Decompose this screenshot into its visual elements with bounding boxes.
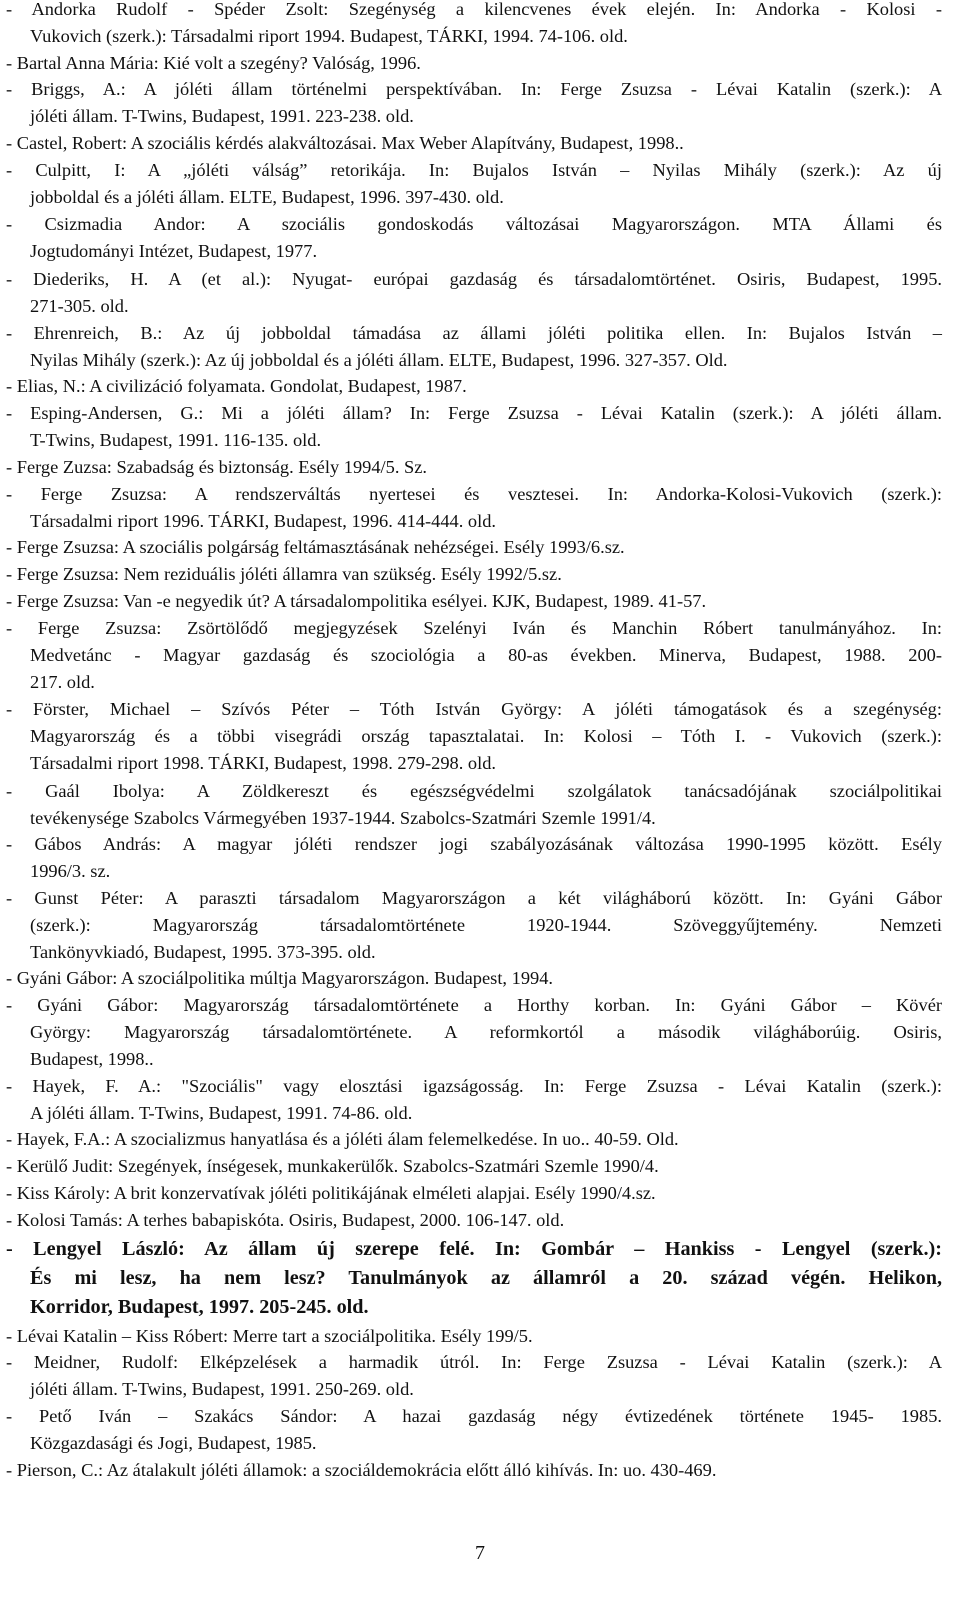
reference-continuation-line: Korridor, Budapest, 1997. 205-245. old. (30, 1296, 369, 1318)
reference-first-line: - Lévai Katalin – Kiss Róbert: Merre tart a szociálpolitika. Esély 199/5. (6, 1326, 533, 1346)
reference-continuation-line: (szerk.): Magyarország társadalomtörténete 1920-1944. Szöveggyűjtemény. Nemzeti (30, 915, 942, 936)
reference-first-line: - Kiss Károly: A brit konzervatívak jóléti politikájának elméleti alapjai. Esély 1990/4.sz. (6, 1183, 656, 1203)
reference-continuation-line: T-Twins, Budapest, 1991. 116-135. old. (30, 430, 322, 451)
reference-entry (6, 76, 942, 130)
reference-continuation-line: Tankönyvkiadó, Budapest, 1995. 373-395. old. (30, 942, 376, 963)
reference-first-line: - Csizmadia Andor: A szociális gondoskodás változásai Magyarországon. MTA Állami és (6, 214, 942, 234)
reference-first-line: - Lengyel László: Az állam új szerepe felé. In: Gombár – Hankiss - Lengyel (szerk.): (6, 1238, 942, 1260)
reference-first-line: - Ferge Zsuzsa: Nem reziduális jóléti államra van szükség. Esély 1992/5.sz. (6, 564, 562, 584)
reference-continuation-line: jobboldal és a jóléti állam. ELTE, Budapest, 1996. 397-430. old. (30, 187, 504, 208)
reference-continuation-line: Magyarország és a többi visegrádi ország tapasztalatai. In: Kolosi – Tóth I. - Vukovich (szerk.): (30, 726, 942, 747)
reference-first-line: - Gábos András: A magyar jóléti rendszer jogi szabályozásának változása 1990-1995 között. Esély (6, 834, 942, 854)
reference-continuation-line: György: Magyarország társadalomtörténete. A reformkortól a második világháborúig. Osiris, (30, 1022, 942, 1043)
reference-first-line: - Pierson, C.: Az átalakult jóléti államok: a szociáldemokrácia előtt álló kihívás. In: uo. 430-469. (6, 1460, 717, 1480)
reference-first-line: - Ferge Zsuzsa: A szociális polgárság feltámasztásának nehézségei. Esély 1993/6.sz. (6, 537, 625, 557)
reference-entry (6, 588, 942, 615)
reference-entry (6, 534, 942, 561)
reference-first-line: - Culpitt, I: A „jóléti válság” retorikája. In: Bujalos István – Nyilas Mihály (szerk.): Az új (6, 160, 942, 180)
reference-entry (6, 1457, 942, 1484)
reference-first-line: - Kerülő Judit: Szegények, ínségesek, munkakerülők. Szabolcs-Szatmári Szemle 1990/4. (6, 1156, 659, 1176)
reference-first-line: - Ferge Zuzsa: Szabadság és biztonság. Esély 1994/5. Sz. (6, 457, 428, 477)
reference-first-line: - Ferge Zsuzsa: Zsörtölődő megjegyzések Szelényi Iván és Manchin Róbert tanulmányához. In: (6, 618, 942, 638)
reference-entry (6, 320, 942, 374)
reference-first-line: - Gaál Ibolya: A Zöldkereszt és egészségvédelmi szolgálatok tanácsadójának szociálpolitikai (6, 781, 942, 801)
reference-entry (6, 1323, 942, 1350)
reference-entry (6, 992, 942, 1074)
reference-entry (6, 696, 942, 778)
reference-first-line: - Gyáni Gábor: Magyarország társadalomtörténete a Horthy korban. In: Gyáni Gábor – Kövér (6, 995, 942, 1015)
reference-entry (6, 1126, 942, 1153)
reference-entry (6, 1235, 942, 1322)
reference-continuation-line: 271-305. old. (30, 296, 129, 317)
reference-entry (6, 373, 942, 400)
reference-continuation-line: Vukovich (szerk.): Társadalmi riport 1994. Budapest, TÁRKI, 1994. 74-106. old. (30, 26, 628, 47)
reference-first-line: - Ehrenreich, B.: Az új jobboldal támadása az állami jóléti politika ellen. In: Bujalos István – (6, 323, 942, 343)
reference-first-line: - Meidner, Rudolf: Elképzelések a harmadik útról. In: Ferge Zsuzsa - Lévai Katalin (szerk.): A (6, 1352, 942, 1372)
reference-entry (6, 778, 942, 832)
reference-continuation-line: Jogtudományi Intézet, Budapest, 1977. (30, 241, 318, 262)
reference-entry (6, 561, 942, 588)
page-number: 7 (475, 1542, 485, 1564)
reference-entry (6, 1403, 942, 1457)
reference-continuation-line: És mi lesz, ha nem lesz? Tanulmányok az államról a 20. század végén. Helikon, (30, 1267, 942, 1289)
reference-entry (6, 50, 942, 77)
reference-first-line: - Gunst Péter: A paraszti társadalom Magyarországon a két világháború között. In: Gyáni Gábor (6, 888, 942, 908)
reference-continuation-line: Nyilas Mihály (szerk.): Az új jobboldal és a jóléti állam. ELTE, Budapest, 1996. 327-357. Old. (30, 350, 728, 371)
reference-first-line: - Gyáni Gábor: A szociálpolitika múltja Magyarországon. Budapest, 1994. (6, 968, 554, 988)
reference-continuation-line: tevékenysége Szabolcs Vármegyében 1937-1944. Szabolcs-Szatmári Szemle 1991/4. (30, 808, 656, 829)
reference-entry (6, 481, 942, 535)
reference-first-line: - Esping-Andersen, G.: Mi a jóléti állam? In: Ferge Zsuzsa - Lévai Katalin (szerk.): A jóléti állam. (6, 403, 942, 423)
reference-entry (6, 157, 942, 211)
reference-first-line: - Bartal Anna Mária: Kié volt a szegény? Valóság, 1996. (6, 53, 421, 73)
reference-entry (6, 1349, 942, 1403)
reference-first-line: - Hayek, F. A.: "Szociális" vagy elosztási igazságosság. In: Ferge Zsuzsa - Lévai Katalin (szerk.): (6, 1076, 942, 1096)
reference-first-line: - Hayek, F.A.: A szocializmus hanyatlása és a jóléti álam felemelkedése. In uo.. 40-59. Old. (6, 1129, 679, 1149)
reference-entry (6, 885, 942, 967)
reference-continuation-line: Közgazdasági és Jogi, Budapest, 1985. (30, 1433, 317, 1454)
reference-entry (6, 965, 942, 992)
reference-entry (6, 0, 942, 50)
reference-entry (6, 1073, 942, 1127)
reference-entry (6, 1207, 942, 1234)
reference-first-line: - Castel, Robert: A szociális kérdés alakváltozásai. Max Weber Alapítvány, Budapest, 1998.. (6, 133, 684, 153)
reference-continuation-line: jóléti állam. T-Twins, Budapest, 1991. 250-269. old. (30, 1379, 414, 1400)
reference-continuation-line: 1996/3. sz. (30, 861, 111, 882)
reference-first-line: - Andorka Rudolf - Spéder Zsolt: Szegénység a kilencvenes évek elején. In: Andorka - Kolosi - (6, 0, 942, 19)
reference-first-line: - Elias, N.: A civilizáció folyamata. Gondolat, Budapest, 1987. (6, 376, 467, 396)
reference-entry (6, 615, 942, 697)
reference-continuation-line: 217. old. (30, 672, 95, 693)
reference-entry (6, 831, 942, 885)
reference-entry (6, 211, 942, 265)
reference-entry (6, 266, 942, 320)
reference-entry (6, 1180, 942, 1207)
reference-continuation-line: Budapest, 1998.. (30, 1049, 154, 1070)
reference-entry (6, 130, 942, 157)
reference-continuation-line: jóléti állam. T-Twins, Budapest, 1991. 223-238. old. (30, 106, 414, 127)
reference-continuation-line: Társadalmi riport 1998. TÁRKI, Budapest, 1998. 279-298. old. (30, 753, 497, 774)
reference-first-line: - Diederiks, H. A (et al.): Nyugat- európai gazdaság és társadalomtörténet. Osiris, Budapest, 1995. (6, 269, 942, 289)
reference-first-line: - Förster, Michael – Szívós Péter – Tóth István György: A jóléti támogatások és a szegénység: (6, 699, 942, 719)
reference-first-line: - Pető Iván – Szakács Sándor: A hazai gazdaság négy évtizedének története 1945- 1985. (6, 1406, 942, 1426)
reference-first-line: - Ferge Zsuzsa: Van -e negyedik út? A társadalompolitika esélyei. KJK, Budapest, 1989. 41-57. (6, 591, 707, 611)
reference-continuation-line: A jóléti állam. T-Twins, Budapest, 1991. 74-86. old. (30, 1103, 413, 1124)
reference-entry (6, 1153, 942, 1180)
reference-continuation-line: Medvetánc - Magyar gazdaság és szociológia a 80-as években. Minerva, Budapest, 1988. 200- (30, 645, 942, 666)
reference-entry (6, 454, 942, 481)
reference-first-line: - Kolosi Tamás: A terhes babapiskóta. Osiris, Budapest, 2000. 106-147. old. (6, 1210, 565, 1230)
reference-entry (6, 400, 942, 454)
reference-first-line: - Ferge Zsuzsa: A rendszerváltás nyertesei és vesztesei. In: Andorka-Kolosi-Vukovich (szerk.): (6, 484, 942, 504)
reference-first-line: - Briggs, A.: A jóléti állam történelmi perspektívában. In: Ferge Zsuzsa - Lévai Katalin (szerk.): A (6, 79, 942, 99)
reference-continuation-line: Társadalmi riport 1996. TÁRKI, Budapest, 1996. 414-444. old. (30, 511, 497, 532)
